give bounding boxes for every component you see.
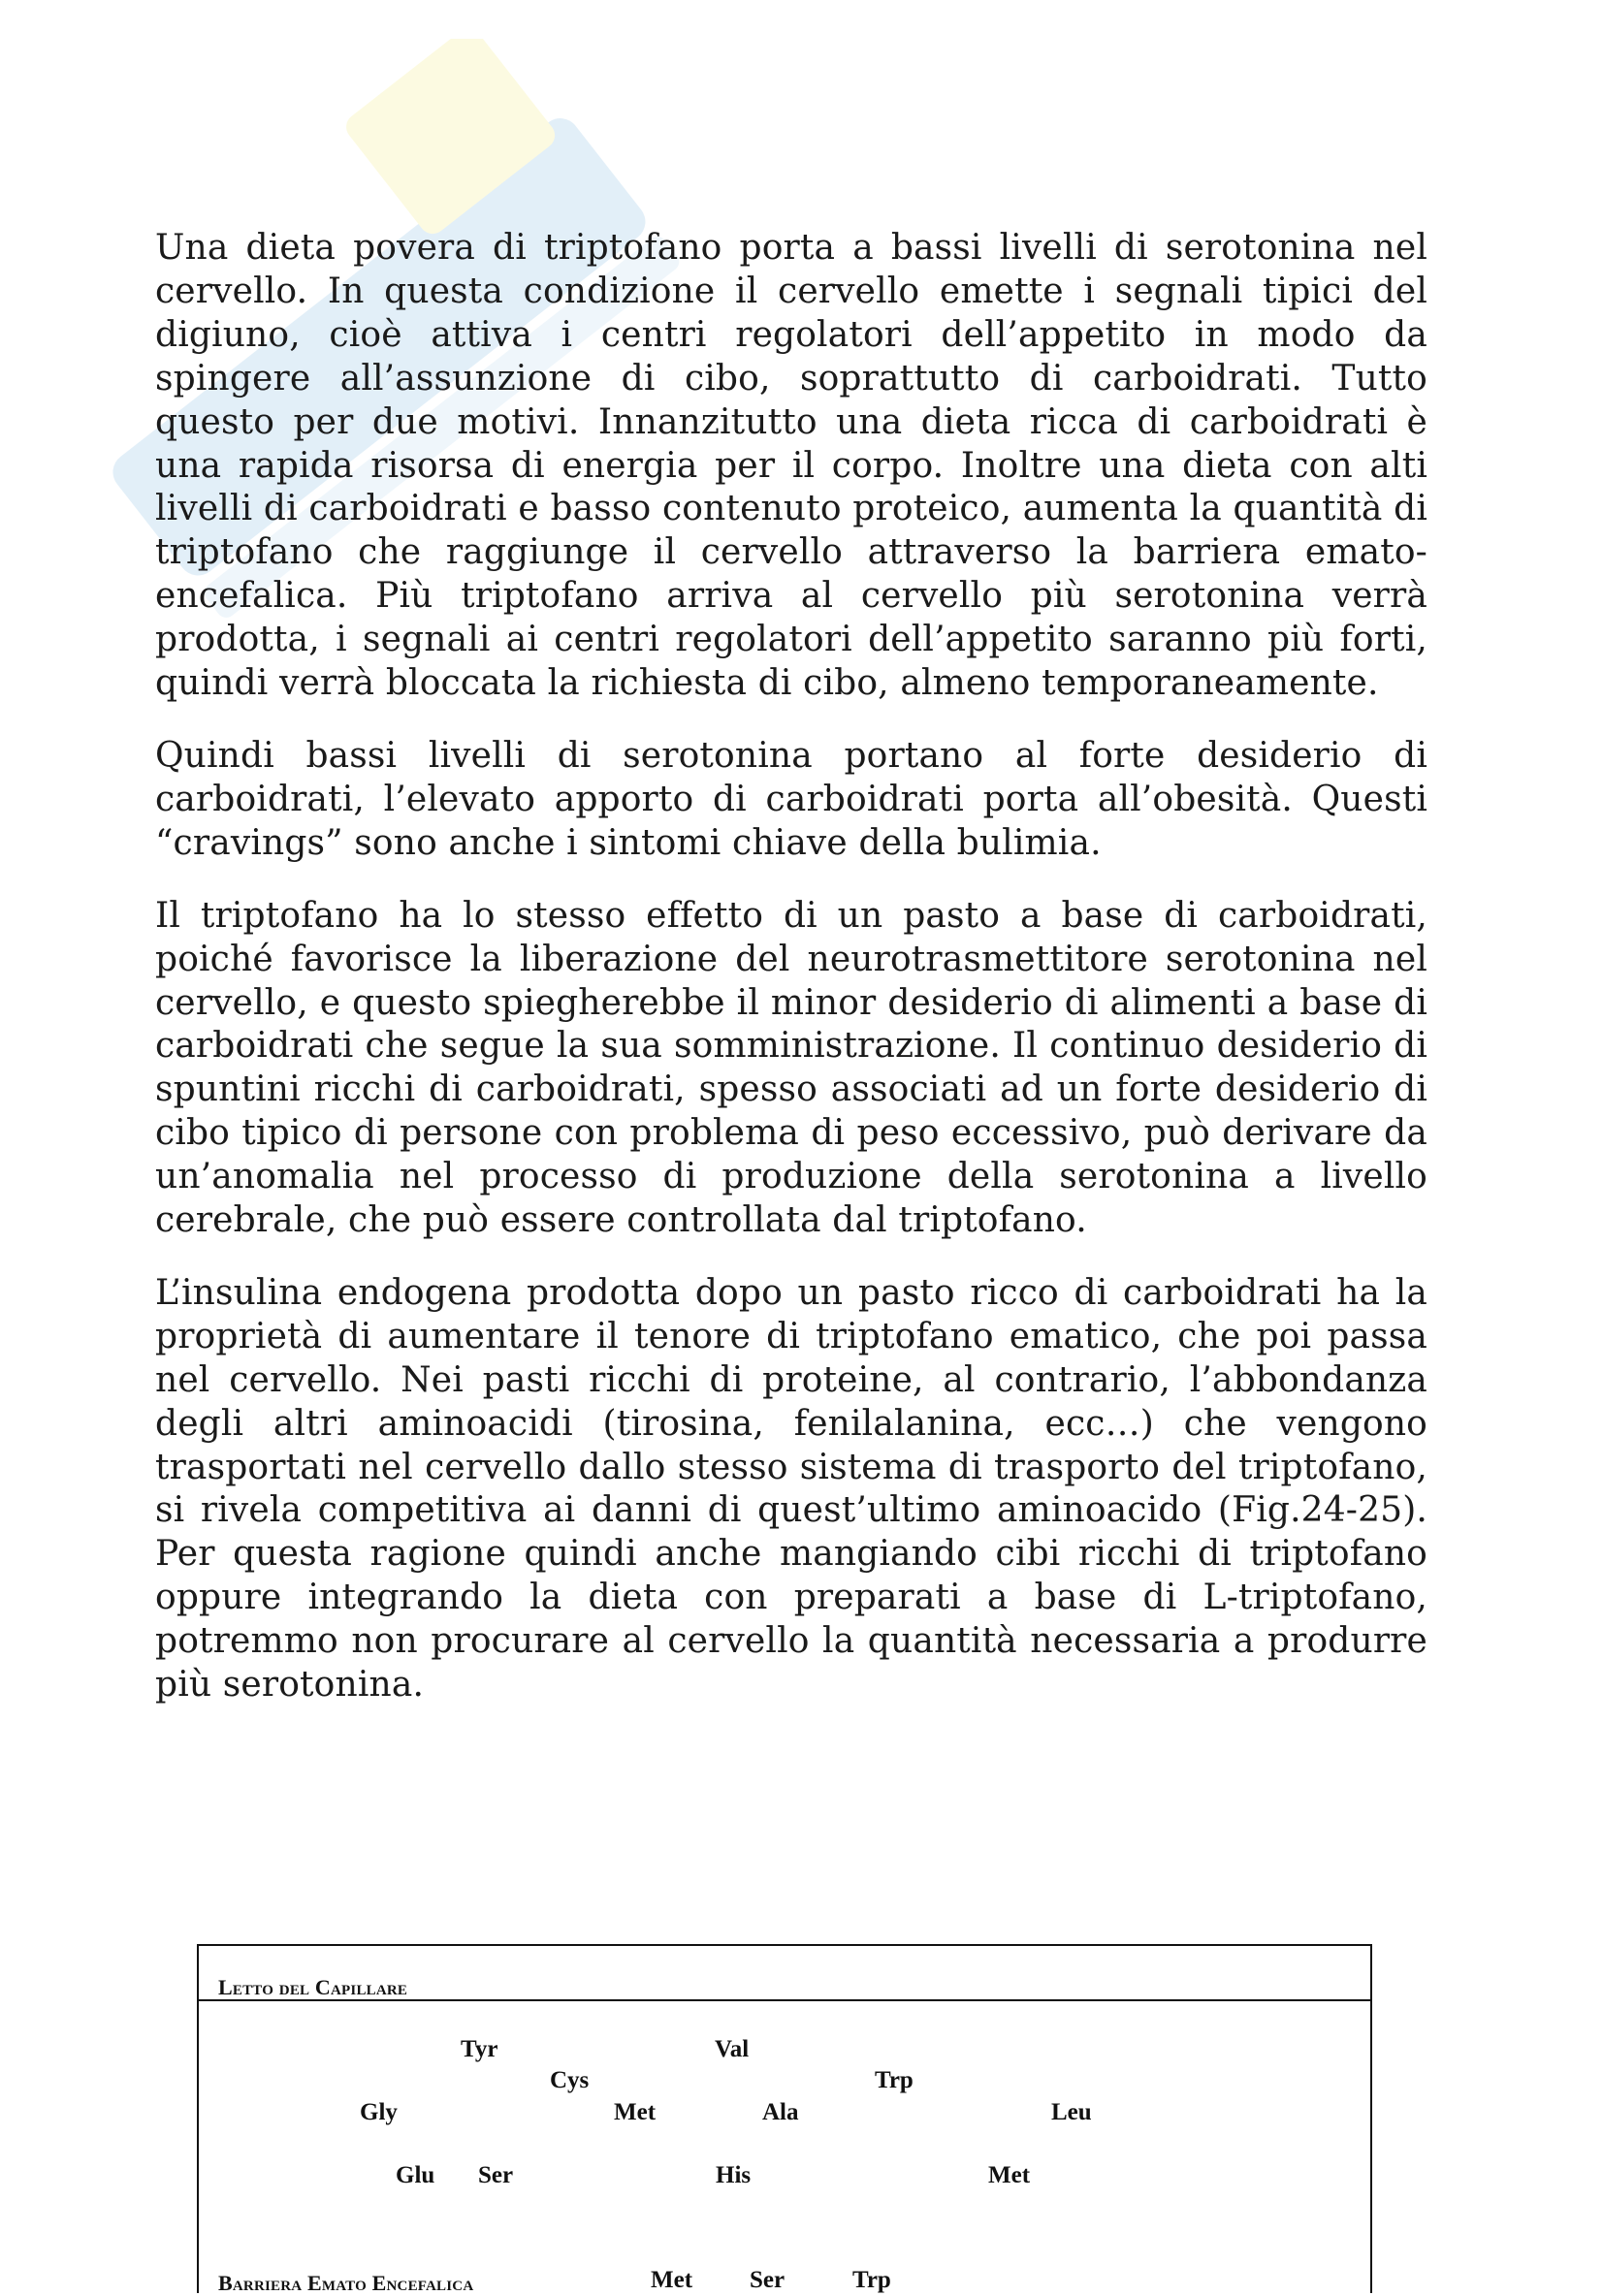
amino-acid-label: Met [988, 2162, 1031, 2188]
amino-acid-label: Leu [1051, 2099, 1092, 2125]
amino-acid-label: His [716, 2162, 752, 2188]
paragraph-1: Una dieta povera di triptofano porta a bassi livelli di serotonina nel cervello. In questa condizione il cervello emette i segnali tipici del digiuno, cioè attiva i centri regolatori dell’appetito in modo da spingere all’assunzione di cibo, soprattutto di carboidrati. Tutto questo per due motivi. Innanzitutto una dieta ricca di carboidrati è una rapida risorsa di energia per il corpo. Inoltre una dieta con alti livelli di carboidrati e basso contenuto proteico, aumenta la quantità di triptofano che raggiunge il cervello attraverso la barriera emato-encefalica. Più triptofano arriva al cervello più serotonina verrà prodotta, i segnali ai centri regolatori dell’appetito saranno più forti, quindi verrà bloccata la richiesta di cibo, almeno temporaneamente. [155, 228, 1427, 704]
barrier-amino-acid-label: Met [651, 2267, 693, 2293]
document-body [155, 227, 1427, 1737]
barrier-label: Barriera Emato Encefalica [218, 2271, 474, 2295]
paragraph-2: Quindi bassi livelli di serotonina portano al forte desiderio di carboidrati, l’elevato apporto di carboidrati porta all’obesità. Questi “cravings” sono anche i sintomi chiave della bulimia. [155, 735, 1427, 863]
amino-acid-label: Glu [396, 2162, 435, 2188]
transport-diagram [197, 1944, 1372, 2293]
amino-acid-label: Ser [478, 2162, 514, 2188]
amino-acid-label: Val [715, 2036, 750, 2062]
amino-acid-label: Gly [360, 2099, 398, 2125]
amino-acid-label: Ala [762, 2099, 799, 2125]
paragraph-4: L’insulina endogena prodotta dopo un pasto ricco di carboidrati ha la proprietà di aumentare il tenore di triptofano ematico, che poi passa nel cervello. Nei pasti ricchi di proteine, al contrario, l’abbondanza degli altri aminoacidi (tirosina, fenilalanina, ecc…) che vengono trasportati nel cervello dallo stesso sistema di trasporto del triptofano, si rivela competitiva ai danni di quest’ultimo aminoacido (Fig.24-25). Per questa ragione quindi anche mangiando cibi ricchi di triptofano oppure integrando la dieta con preparati a base di L-triptofano, potremmo non procurare al cervello la quantità necessaria a produrre più serotonina. [155, 1272, 1427, 1706]
amino-acid-label: Met [614, 2099, 657, 2125]
barrier-amino-acid-label: Trp [852, 2267, 891, 2293]
paragraph-3: Il triptofano ha lo stesso effetto di un pasto a base di carboidrati, poiché favorisce la liberazione del neurotrasmettitore serotonina nel cervello, e questo spiegherebbe il minor desiderio di alimenti a base di carboidrati che segue la sua somministrazione. Il continuo desiderio di spuntini ricchi di carboidrati, spesso associati ad un forte desiderio di cibo tipico di persone con problema di peso eccessivo, può derivare da un’anomalia nel processo di produzione della serotonina a livello cerebrale, che può essere controllata dal triptofano. [155, 895, 1427, 1241]
barrier-amino-acid-label: Ser [750, 2267, 785, 2293]
amino-acid-label: Tyr [461, 2036, 498, 2062]
amino-acid-label: Cys [550, 2067, 590, 2093]
amino-acid-label: Trp [875, 2067, 914, 2093]
capillary-label: Letto del Capillare [218, 1975, 408, 1999]
